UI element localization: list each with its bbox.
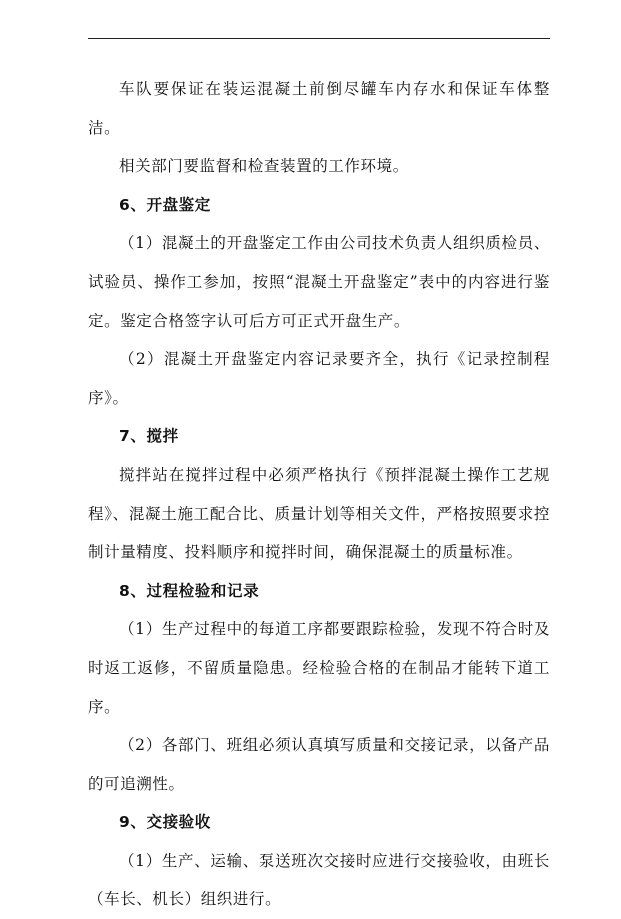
- paragraph: 相关部门要监督和检查装置的工作环境。: [119, 157, 409, 176]
- paragraph: （2）各部门、班组必须认真填写质量和交接记录，以备产品的可追溯性。: [88, 736, 550, 793]
- paragraph: （1）生产过程中的每道工序都要跟踪检验，发现不符合时及时返工返修，不留质量隐患。经检验合格的在制品才能转下道工序。: [88, 620, 550, 716]
- paragraph: 搅拌站在搅拌过程中必须严格执行《预拌混凝土操作工艺规程》、混凝土施工配合比、质量计划等相关文件，严格按照要求控制计量精度、投料顺序和搅拌时间，确保混凝土的质量标准。: [88, 465, 550, 562]
- paragraph: （1）生产、运输、泵送班次交接时应进行交接验收，由班长（车长、机长）组织进行。: [88, 851, 550, 909]
- document-body: [88, 70, 550, 919]
- paragraph: （2）混凝土开盘鉴定内容记录要齐全，执行《记录控制程序》。: [88, 350, 550, 407]
- paragraph: 车队要保证在装运混凝土前倒尽罐车内存水和保证车体整洁。: [88, 80, 550, 137]
- paragraph: （1）混凝土的开盘鉴定工作由公司技术负责人组织质检员、试验员、操作工参加，按照“混凝土开盘鉴定”表中的内容进行鉴定。鉴定合格签字认可后方可正式开盘生产。: [88, 234, 550, 330]
- section-heading: 7、搅拌: [119, 427, 179, 446]
- section-heading: 9、交接验收: [119, 813, 211, 832]
- section-heading: 6、开盘鉴定: [119, 195, 211, 214]
- header-rule: [88, 38, 550, 39]
- section-heading: 8、过程检验和记录: [119, 581, 260, 600]
